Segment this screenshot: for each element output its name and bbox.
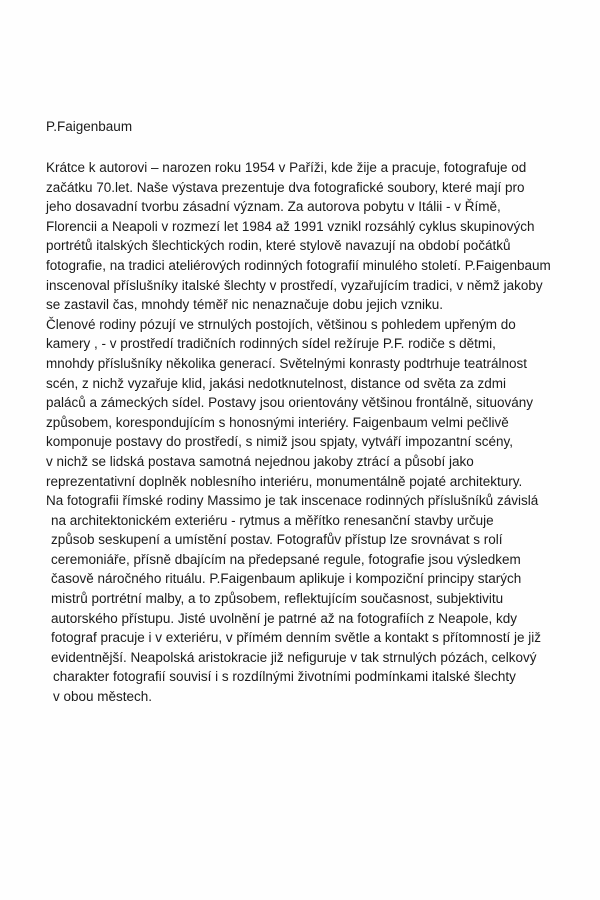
body-line: mistrů portrétní malby, a to způsobem, reflektujícím současnost, subjektivitu [51, 591, 504, 607]
body-line: způsobem, korespondujícím s honosnými interiéry. Faigenbaum velmi pečlivě [46, 414, 509, 430]
body-line: Krátce k autorovi – narozen roku 1954 v Paříži, kde žije a pracuje, fotografuje od [46, 160, 527, 175]
body-line: kamery , - v prostředí tradičních rodinných sídel režíruje P.F. rodiče s dětmi, [46, 336, 496, 352]
body-line: inscenoval příslušníky italské šlechty v prostředí, vyzařujícím tradici, v němž jakoby [46, 277, 543, 293]
body-line: ceremoniáře, přísně dbajícím na předepsané regule, fotografie jsou výsledkem [51, 551, 521, 567]
body-line: Florencii a Neapoli v rozmezí let 1984 až 1991 vznikl rozsáhlý cyklus skupinových [46, 218, 535, 234]
body-line: scén, z nichž vyzařuje klid, jakási nedotknutelnost, distance od světa za zdmi [46, 375, 506, 391]
body-line: se zastavil čas, mnohdy téměř nic nenaznačuje dobu jejich vzniku. [46, 297, 443, 313]
body-line: na architektonickém exteriéru - rytmus a měřítko renesanční stavby určuje [51, 512, 494, 528]
body-line: časově náročného rituálu. P.Faigenbaum aplikuje i kompoziční principy starých [51, 571, 522, 587]
body-line: začátku 70.let. Naše výstava prezentuje dva fotografické soubory, které mají pro [46, 179, 525, 195]
document-body [46, 158, 586, 707]
body-line: reprezentativní doplněk noblesního interiéru, monumentálně pojaté architektury. [46, 473, 523, 489]
body-line: fotograf pracuje i v exteriéru, v přímém denním světle a kontakt s přítomností je již [51, 630, 541, 646]
body-line: komponuje postavy do prostředí, s nimiž jsou spjaty, vytváří impozantní scény, [46, 434, 513, 450]
body-line: způsob seskupení a umístění postav. Fotografův přístup lze srovnávat s rolí [51, 532, 503, 548]
body-line: v nichž se lidská postava samotná nejednou jakoby ztrácí a působí jako [46, 453, 474, 469]
body-line: paláců a zámeckých sídel. Postavy jsou orientovány většinou frontálně, situovány [46, 395, 534, 411]
body-line: fotografie, na tradici ateliérových rodinných fotografií minulého století. P.Faigenbaum [46, 257, 551, 273]
body-line: Na fotografii římské rodiny Massimo je tak inscenace rodinných příslušníků závislá [46, 493, 539, 509]
body-line: portrétů italských šlechtických rodin, které stylově navazují na období počátků [46, 238, 511, 254]
body-line: jeho dosavadní tvorbu zásadní význam. Za autorova pobytu v Itálii - v Římě, [46, 199, 501, 215]
body-line: charakter fotografií souvisí i s rozdílnými životními podmínkami italské šlechty [53, 669, 516, 685]
body-line: v obou městech. [53, 689, 153, 705]
body-line: autorského přístupu. Jisté uvolnění je patrné až na fotografiích z Neapole, kdy [51, 610, 518, 626]
document-heading: P.Faigenbaum [46, 119, 133, 134]
body-line: evidentnější. Neapolská aristokracie již nefiguruje v tak strnulých pózách, celkový [51, 649, 537, 665]
body-line: mnohdy příslušníky několika generací. Světelnými konrasty podtrhuje teatrálnost [46, 355, 527, 371]
body-line: Členové rodiny pózují ve strnulých postojích, většinou s pohledem upřeným do [46, 316, 516, 332]
